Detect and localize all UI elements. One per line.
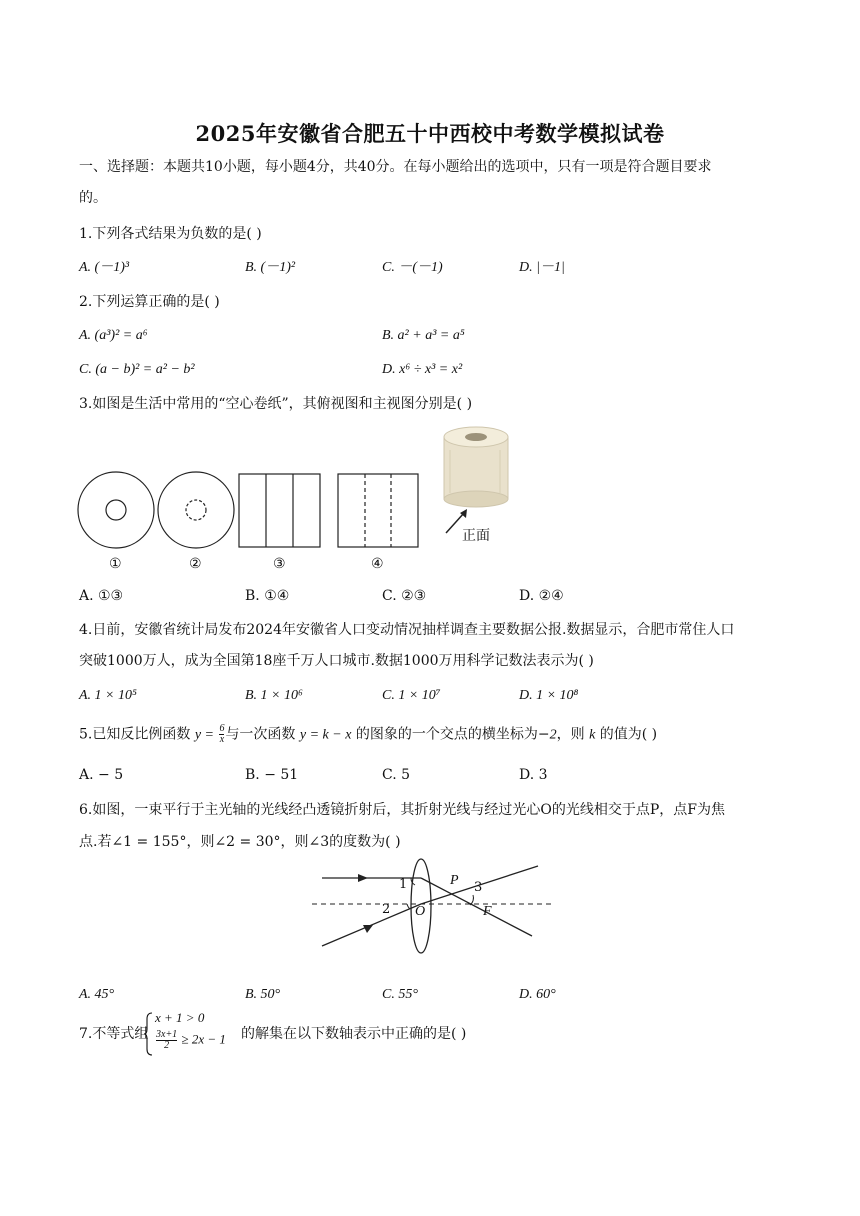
figure-3-front-view	[239, 474, 320, 547]
q4-option-a[interactable]: A. 1 × 10⁵	[79, 688, 137, 703]
q5-frac-num: 6	[219, 723, 225, 734]
front-label: 正面	[462, 528, 490, 544]
q2-option-c[interactable]: C. (a − b)² = a² − b²	[79, 362, 195, 377]
q5-option-a[interactable]: A. − 5	[79, 767, 124, 783]
q4-stem-line2: 突破1000万人，成为全国第18座千万人口城市.数据1000万用科学记数法表示为( )	[79, 653, 594, 669]
q5-option-c[interactable]: C. 5	[382, 767, 411, 783]
q3-option-c[interactable]: C. ②③	[382, 588, 427, 604]
q7-prefix: 7.不等式组	[79, 1026, 149, 1042]
q5-option-d[interactable]: D. 3	[519, 767, 548, 783]
figure-label-1: ①	[109, 556, 122, 572]
angle-2-label: 2	[382, 902, 391, 917]
q5-stem-part-c: 的图象的一个交点的横坐标为−	[355, 726, 550, 743]
point-f-label: F	[483, 904, 492, 919]
q5-stem-part-d: ，则	[556, 726, 585, 743]
angle-1-label: 1	[399, 877, 408, 892]
q5-stem-part-b: 与一次函数	[225, 726, 296, 743]
q5-option-b[interactable]: B. − 51	[245, 767, 299, 783]
q2-option-a[interactable]: A. (a³)² = a⁶	[79, 328, 148, 343]
q7-inequality-1: x + 1 > 0	[155, 1010, 205, 1025]
q2-option-b[interactable]: B. a² + a³ = a⁵	[382, 328, 465, 343]
q6-stem-line2: 点.若∠1 = 155°，则∠2 = 30°，则∠3的度数为( )	[79, 834, 401, 850]
q5-stem-part-a: 5.已知反比例函数	[79, 726, 191, 743]
figure-label-3: ③	[273, 556, 286, 572]
figure-label-2: ②	[189, 556, 202, 572]
q7-inequality-2-rest: ≥ 2x − 1	[181, 1031, 226, 1047]
q6-option-a[interactable]: A. 45°	[79, 987, 115, 1002]
q5-stem	[79, 724, 657, 746]
figure-2-top-view	[158, 472, 234, 548]
q6-option-c[interactable]: C. 55°	[382, 987, 418, 1002]
q1-option-a[interactable]: A. (－1)³	[79, 260, 130, 275]
q4-option-b[interactable]: B. 1 × 10⁶	[245, 688, 303, 703]
q7-suffix: 的解集在以下数轴表示中正确的是( )	[241, 1026, 467, 1042]
paper-roll-image	[444, 427, 508, 507]
q5-stem-part-e: 的值为( )	[599, 726, 658, 743]
q4-option-c[interactable]: C. 1 × 10⁷	[382, 688, 441, 703]
figure-4-front-view	[338, 474, 418, 547]
q5-frac-den: x	[219, 734, 225, 745]
point-o-label: O	[415, 904, 426, 919]
section-instructions-line2: 的。	[79, 190, 107, 206]
q2-option-d[interactable]: D. x⁶ ÷ x³ = x²	[382, 362, 463, 377]
q6-lens-figure	[310, 858, 560, 973]
q5-variable-k: k	[589, 727, 596, 743]
q3-option-b[interactable]: B. ①④	[245, 588, 290, 604]
section-instructions-line1: 一、选择题：本题共10小题，每小题4分，共40分。在每小题给出的选项中，只有一项是符合题目要求	[79, 159, 712, 175]
q6-stem-line1: 6.如图，一束平行于主光轴的光线经凸透镜折射后，其折射光线与经过光心O的光线相交于点P，点F为焦	[79, 802, 725, 818]
q7-fraction	[156, 1030, 177, 1051]
q7-frac-den: 2	[156, 1040, 177, 1051]
q7-frac-num: 3x+1	[156, 1029, 178, 1040]
q2-stem: 2.下列运算正确的是( )	[79, 294, 220, 310]
q1-stem: 1.下列各式结果为负数的是( )	[79, 226, 262, 242]
q4-option-d[interactable]: D. 1 × 10⁸	[519, 688, 579, 703]
q3-option-d[interactable]: D. ②④	[519, 588, 564, 604]
q1-option-b[interactable]: B. (－1)²	[245, 260, 296, 275]
q5-linear-function: y = k − x	[299, 727, 352, 743]
point-p-label: P	[450, 873, 459, 888]
figure-1-top-view	[78, 472, 154, 548]
q5-function-y: y =	[194, 727, 214, 743]
q5-stem-value: 2	[549, 727, 557, 743]
q6-option-d[interactable]: D. 60°	[519, 987, 556, 1002]
page-title: 2025年安徽省合肥五十中西校中考数学模拟试卷	[195, 121, 665, 146]
q6-option-b[interactable]: B. 50°	[245, 987, 281, 1002]
angle-3-label: 3	[474, 880, 483, 895]
q3-stem: 3.如图是生活中常用的“空心卷纸”，其俯视图和主视图分别是( )	[79, 396, 473, 412]
q1-option-d[interactable]: D. |－1|	[519, 260, 565, 275]
q1-option-c[interactable]: C. －(－1)	[382, 260, 443, 275]
q7-brace	[144, 1011, 154, 1057]
q3-view-figures	[70, 415, 530, 580]
figure-label-4: ④	[371, 556, 384, 572]
q3-option-a[interactable]: A. ①③	[79, 588, 124, 604]
q4-stem-line1: 4.日前，安徽省统计局发布2024年安徽省人口变动情况抽样调查主要数据公报.数据显示，合肥市常住人口	[79, 622, 735, 638]
q7-inequality-2	[155, 1030, 226, 1051]
q5-fraction	[219, 724, 224, 745]
